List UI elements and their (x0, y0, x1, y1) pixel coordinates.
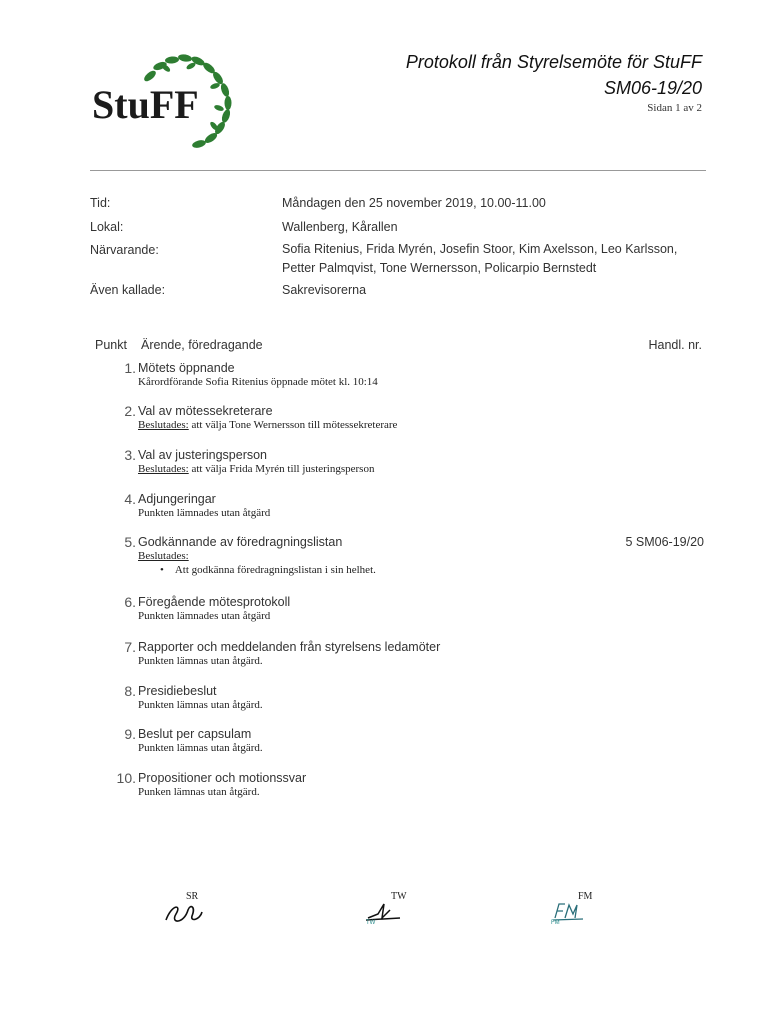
item-note: Punkten lämnas utan åtgärd. (138, 699, 263, 711)
item-title: Godkännande av föredragningslistan (138, 535, 343, 549)
agenda-header-handl: Handl. nr. (648, 338, 702, 352)
bullet-text: Att godkänna föredragningslistan i sin helhet. (174, 564, 376, 576)
item-note: Punkten lämnades utan åtgärd (138, 507, 271, 519)
item-number: 8. (124, 683, 136, 699)
signature-small-fm: FM (551, 920, 560, 926)
page-number: Sidan 1 av 2 (647, 102, 702, 114)
item-note: Punkten lämnas utan åtgärd. (138, 655, 263, 667)
agenda-header-punkt: Punkt (95, 338, 127, 352)
decision-label: Beslutades: (138, 463, 189, 475)
item-title: Mötets öppnande (138, 361, 235, 375)
decision-text: att välja Frida Myrén till justeringsperson (188, 463, 375, 475)
item-title: Presidiebeslut (138, 684, 217, 698)
item-note: Punkten lämnades utan åtgärd (138, 610, 271, 622)
bullet-dot-icon: • (160, 564, 175, 576)
meeting-id: SM06-19/20 (603, 78, 702, 98)
item-number: 10. (116, 770, 136, 786)
document-title: Protokoll från Styrelsemöte för StuFF (405, 52, 702, 72)
meta-value-tid: Måndagen den 25 november 2019, 10.00-11.00 (282, 196, 546, 210)
signature-sr (162, 900, 206, 928)
item-number: 3. (124, 447, 136, 463)
header-divider (90, 170, 706, 171)
item-number: 5. (124, 534, 136, 550)
agenda-header-arende: Ärende, föredragande (141, 338, 263, 352)
meta-label-tid: Tid: (90, 196, 111, 210)
item-note: Punkten lämnas utan åtgärd. (138, 742, 263, 754)
meta-label-aven-kallade: Även kallade: (90, 283, 166, 297)
item-note (138, 419, 397, 431)
decision-label: Beslutades: (138, 419, 189, 431)
handling-number: 5 SM06-19/20 (625, 535, 704, 549)
item-title: Rapporter och meddelanden från styrelsens ledamöter (138, 640, 441, 654)
meta-label-lokal: Lokal: (90, 220, 124, 234)
meta-value-narvarande: Sofia Ritenius, Frida Myrén, Josefin Stoor, Kim Axelsson, Leo Karlsson, Petter Palmqvist, Tone Wernersson, Policarpio Bernstedt (282, 242, 678, 275)
logo-text: StuFF (92, 82, 199, 127)
decision-bullet (160, 564, 376, 576)
item-note: Kårordförande Sofia Ritenius öppnade mötet kl. 10:14 (138, 376, 378, 388)
meta-value-lokal: Wallenberg, Kårallen (282, 220, 398, 234)
item-title: Adjungeringar (138, 492, 216, 506)
decision-label: Beslutades: (138, 550, 189, 562)
item-title: Propositioner och motionssvar (138, 771, 307, 785)
signature-small-tw: TW (366, 920, 376, 926)
item-note (138, 463, 374, 475)
meta-value-aven-kallade: Sakrevisorerna (282, 283, 367, 297)
item-title: Föregående mötesprotokoll (138, 595, 291, 609)
item-title: Val av justeringsperson (138, 448, 268, 462)
item-note (138, 550, 189, 562)
item-number: 7. (124, 639, 136, 655)
signature-initials-fm: FM (578, 891, 593, 902)
item-title: Val av mötessekreterare (138, 404, 273, 418)
item-number: 4. (124, 491, 136, 507)
item-number: 6. (124, 594, 136, 610)
item-title: Beslut per capsulam (138, 727, 252, 741)
signature-initials-sr: SR (186, 891, 199, 902)
stuff-logo (88, 46, 248, 156)
item-number: 2. (124, 403, 136, 419)
meta-label-narvarande: Närvarande: (90, 243, 159, 257)
decision-text: att välja Tone Wernersson till mötessekreterare (188, 419, 398, 431)
signature-initials-tw: TW (391, 891, 407, 902)
item-number: 1. (124, 360, 136, 376)
item-number: 9. (124, 726, 136, 742)
item-note: Punken lämnas utan åtgärd. (138, 786, 260, 798)
